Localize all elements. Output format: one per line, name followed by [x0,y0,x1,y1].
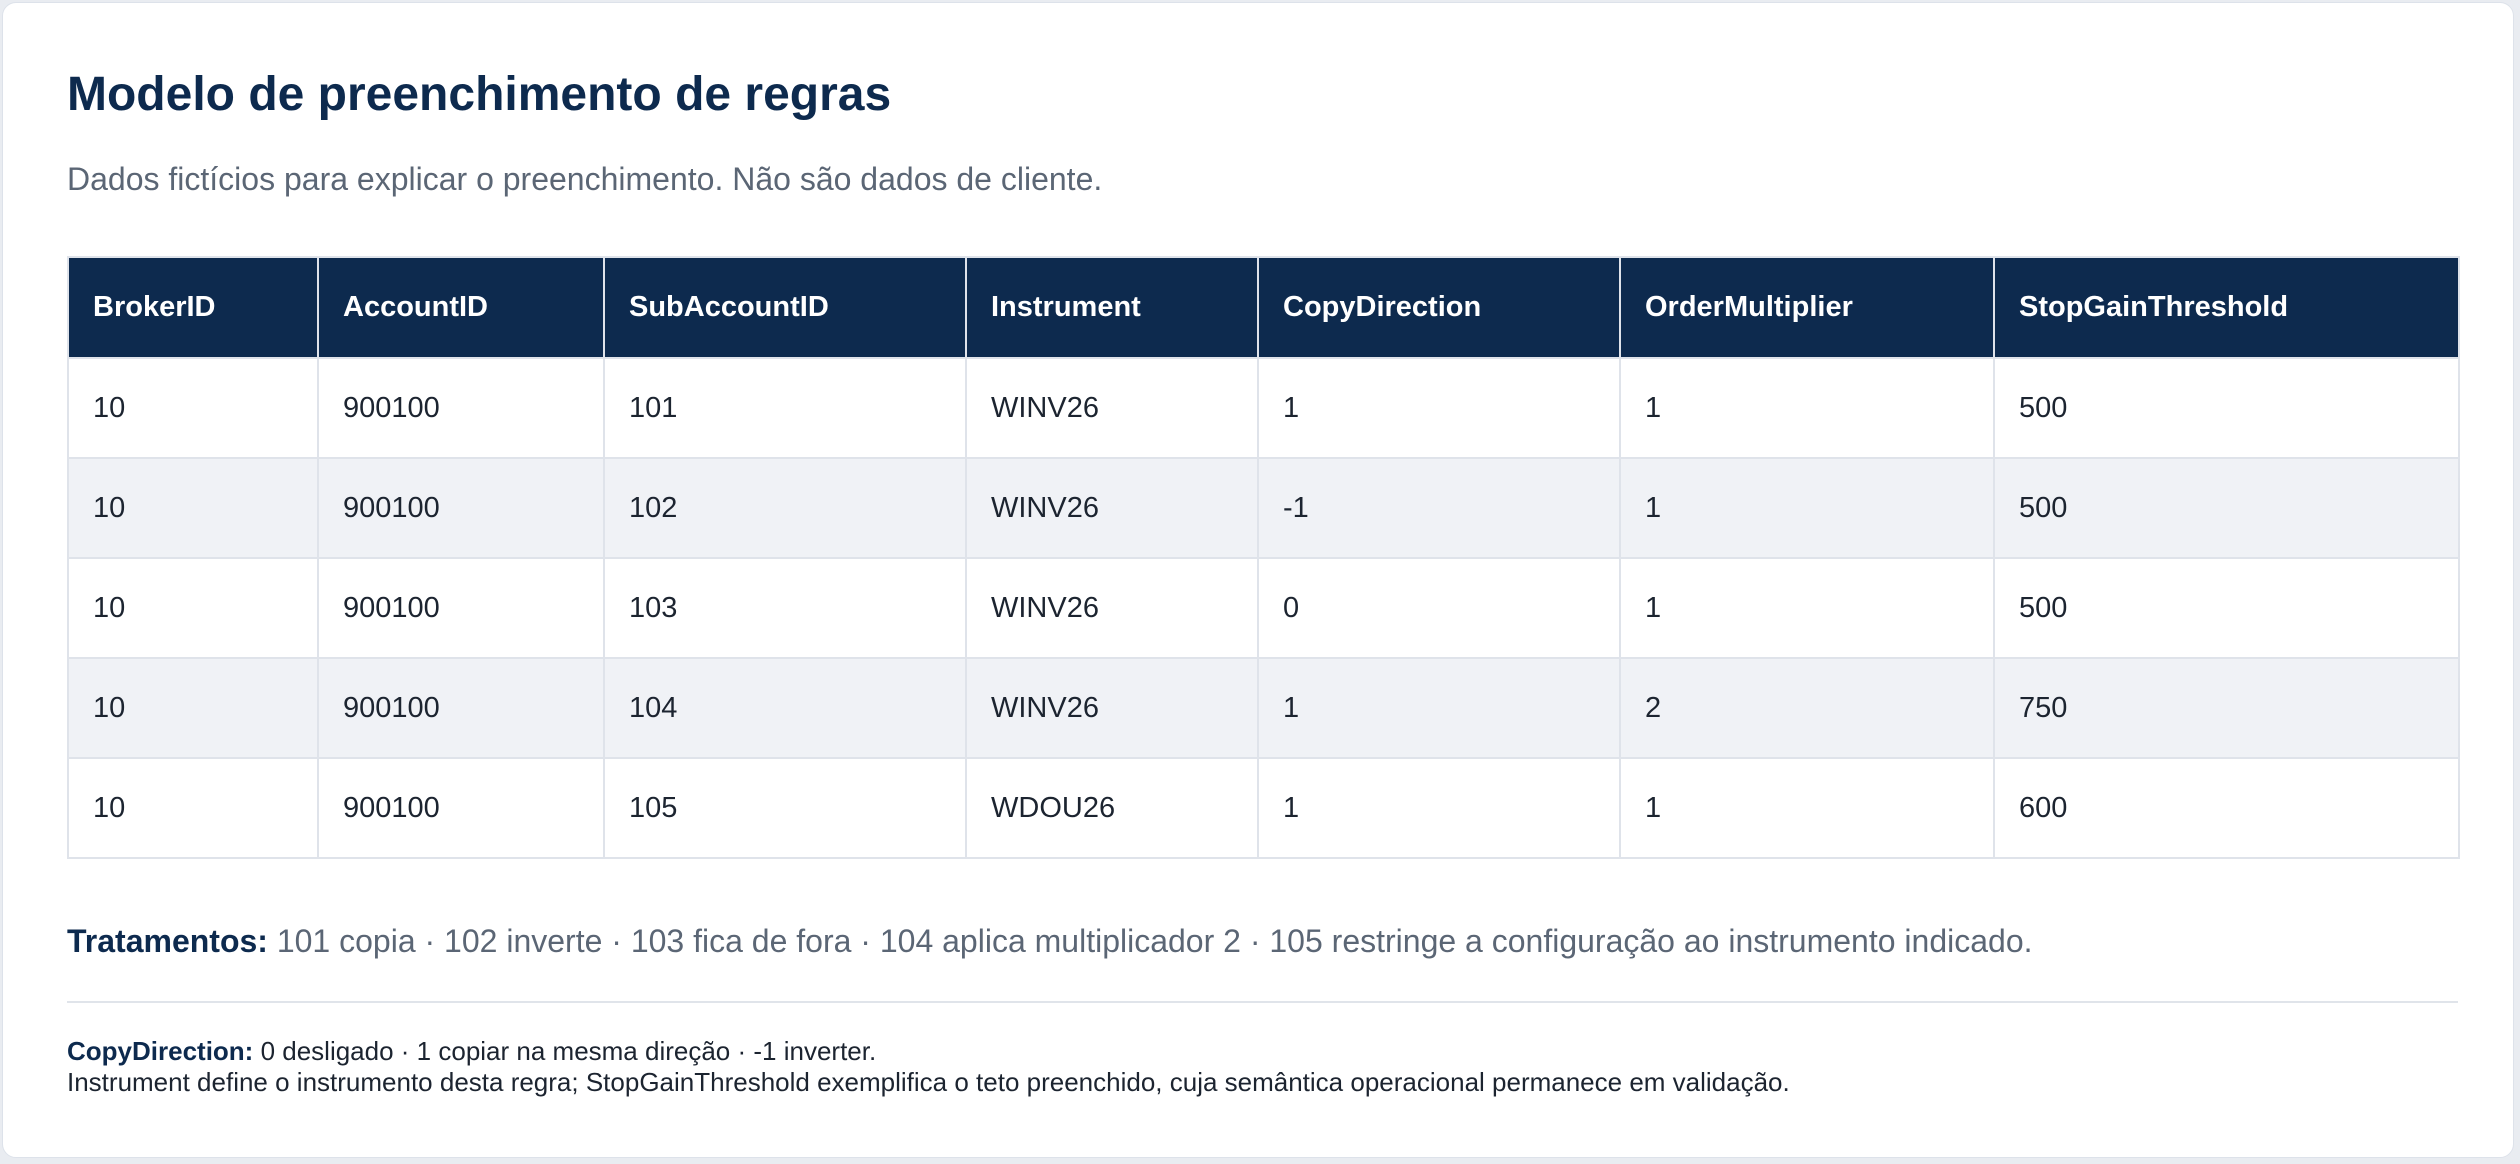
cell-instrument: WINV26 [966,558,1258,658]
treatments-text: 101 copia · 102 inverte · 103 fica de fora · 104 aplica multiplicador 2 · 105 restringe a configuração ao instrumento indicado. [267,923,2033,959]
cell-stopgainthreshold: 600 [1994,758,2459,858]
table-row [68,558,2459,658]
cell-instrument: WDOU26 [966,758,1258,858]
cell-ordermultiplier: 1 [1620,758,1994,858]
cell-subaccountid: 101 [604,358,966,458]
cell-accountid: 900100 [318,358,604,458]
rules-table [67,256,2460,859]
cell-subaccountid: 105 [604,758,966,858]
copy-direction-label: CopyDirection: [67,1036,254,1066]
cell-accountid: 900100 [318,558,604,658]
divider [67,1001,2458,1003]
table-row [68,458,2459,558]
cell-copydirection: 0 [1258,558,1620,658]
column-header-stopgainthreshold: StopGainThreshold [1994,257,2459,358]
column-header-ordermultiplier: OrderMultiplier [1620,257,1994,358]
cell-accountid: 900100 [318,458,604,558]
cell-copydirection: 1 [1258,758,1620,858]
cell-ordermultiplier: 2 [1620,658,1994,758]
cell-brokerid: 10 [68,558,318,658]
cell-ordermultiplier: 1 [1620,358,1994,458]
cell-brokerid: 10 [68,758,318,858]
page-subtitle: Dados fictícios para explicar o preenchimento. Não são dados de cliente. [67,161,1103,197]
cell-subaccountid: 103 [604,558,966,658]
column-header-subaccountid: SubAccountID [604,257,966,358]
cell-copydirection: 1 [1258,358,1620,458]
cell-ordermultiplier: 1 [1620,558,1994,658]
cell-brokerid: 10 [68,458,318,558]
table-row [68,658,2459,758]
table-header-row [68,257,2459,358]
cell-accountid: 900100 [318,758,604,858]
cell-ordermultiplier: 1 [1620,458,1994,558]
column-header-instrument: Instrument [966,257,1258,358]
cell-subaccountid: 104 [604,658,966,758]
treatments-note [67,921,2033,961]
page-title: Modelo de preenchimento de regras [67,68,892,121]
instrument-note: Instrument define o instrumento desta regra; StopGainThreshold exemplifica o teto preenchido, cuja semântica operacional permanece em validação. [67,1067,1790,1097]
table-row [68,758,2459,858]
cell-instrument: WINV26 [966,458,1258,558]
cell-stopgainthreshold: 750 [1994,658,2459,758]
cell-instrument: WINV26 [966,658,1258,758]
cell-subaccountid: 102 [604,458,966,558]
copy-direction-note [67,1035,876,1067]
cell-copydirection: -1 [1258,458,1620,558]
treatments-label: Tratamentos: [67,923,268,959]
rules-card [2,2,2514,1158]
cell-brokerid: 10 [68,658,318,758]
column-header-copydirection: CopyDirection [1258,257,1620,358]
table-row [68,358,2459,458]
cell-copydirection: 1 [1258,658,1620,758]
column-header-brokerid: BrokerID [68,257,318,358]
copy-direction-text: 0 desligado · 1 copiar na mesma direção · -1 inverter. [253,1036,877,1066]
cell-instrument: WINV26 [966,358,1258,458]
cell-accountid: 900100 [318,658,604,758]
cell-stopgainthreshold: 500 [1994,458,2459,558]
cell-brokerid: 10 [68,358,318,458]
column-header-accountid: AccountID [318,257,604,358]
cell-stopgainthreshold: 500 [1994,358,2459,458]
cell-stopgainthreshold: 500 [1994,558,2459,658]
